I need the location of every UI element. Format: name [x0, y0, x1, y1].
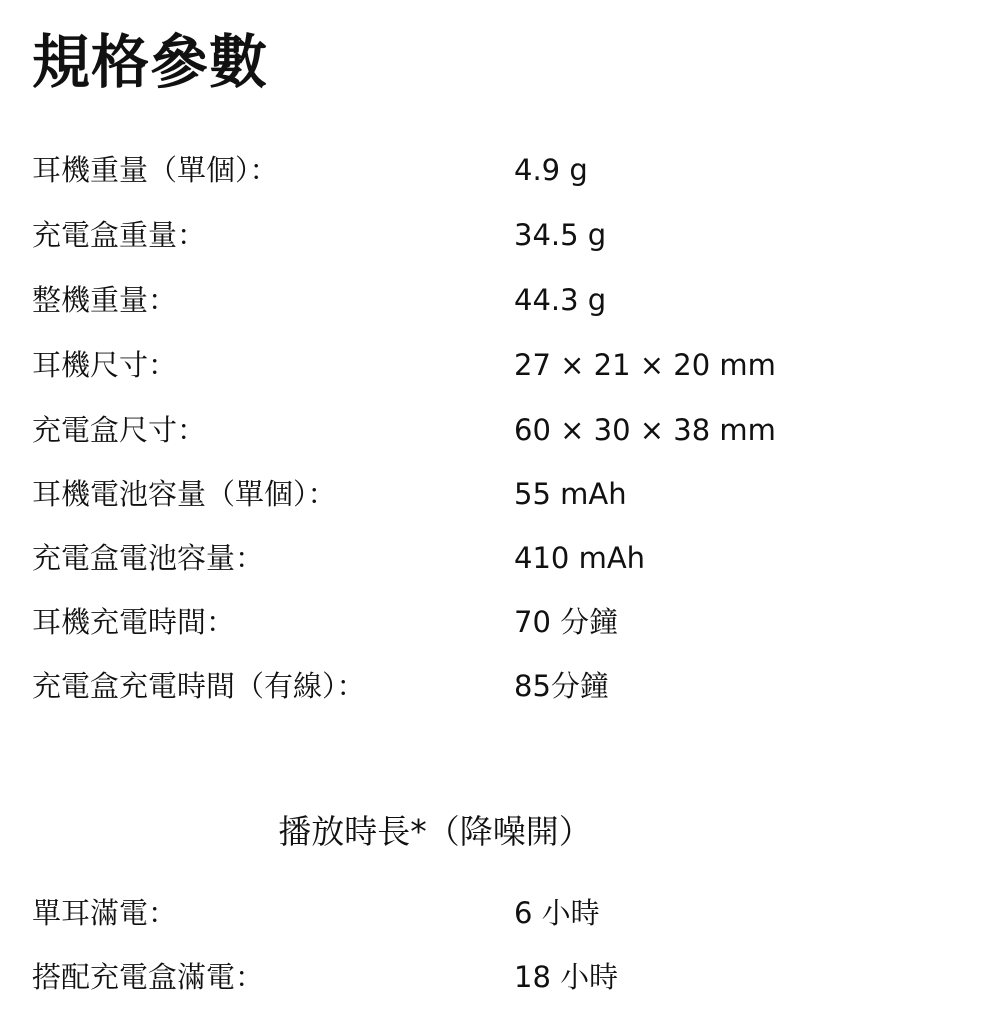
- spec-row-earbud-charge-time: [0, 597, 1000, 647]
- spec-label: 整機重量：: [32, 283, 178, 317]
- spec-row-case-charge-time: [0, 661, 1000, 711]
- spec-value: 85分鐘: [514, 669, 609, 703]
- spec-value: 6 小時: [514, 896, 600, 930]
- spec-value: 27 × 21 × 20 mm: [514, 348, 776, 382]
- spec-label: 耳機電池容量（單個）：: [32, 477, 337, 511]
- spec-label: 充電盒電池容量：: [32, 541, 265, 575]
- spec-value: 44.3 g: [514, 283, 607, 317]
- spec-value: 410 mAh: [514, 541, 646, 575]
- playback-section-heading: 播放時長*（降噪開）: [278, 812, 592, 851]
- spec-row-case-weight: [0, 210, 1000, 260]
- spec-row-earbud-weight: [0, 145, 1000, 195]
- spec-label: 耳機充電時間：: [32, 605, 236, 639]
- spec-label: 耳機尺寸：: [32, 348, 178, 382]
- spec-value: 18 小時: [514, 960, 619, 994]
- spec-row-total-weight: [0, 275, 1000, 325]
- spec-row-earbud-battery: [0, 469, 1000, 519]
- page-title: 規格參數: [32, 28, 269, 96]
- spec-label: 耳機重量（單個）：: [32, 153, 279, 187]
- spec-row-case-size: [0, 405, 1000, 455]
- spec-row-earbud-size: [0, 340, 1000, 390]
- spec-value: 70 分鐘: [514, 605, 619, 639]
- spec-row-case-battery: [0, 533, 1000, 583]
- spec-value: 4.9 g: [514, 153, 588, 187]
- spec-value: 60 × 30 × 38 mm: [514, 413, 776, 447]
- spec-label: 充電盒尺寸：: [32, 413, 207, 447]
- playback-row-with-case: [0, 952, 1000, 1002]
- playback-row-single-charge: [0, 888, 1000, 938]
- spec-label: 充電盒重量：: [32, 218, 207, 252]
- spec-label: 單耳滿電：: [32, 896, 178, 930]
- spec-label: 充電盒充電時間（有線）：: [32, 669, 366, 703]
- spec-value: 55 mAh: [514, 477, 627, 511]
- spec-label: 搭配充電盒滿電：: [32, 960, 265, 994]
- spec-value: 34.5 g: [514, 218, 607, 252]
